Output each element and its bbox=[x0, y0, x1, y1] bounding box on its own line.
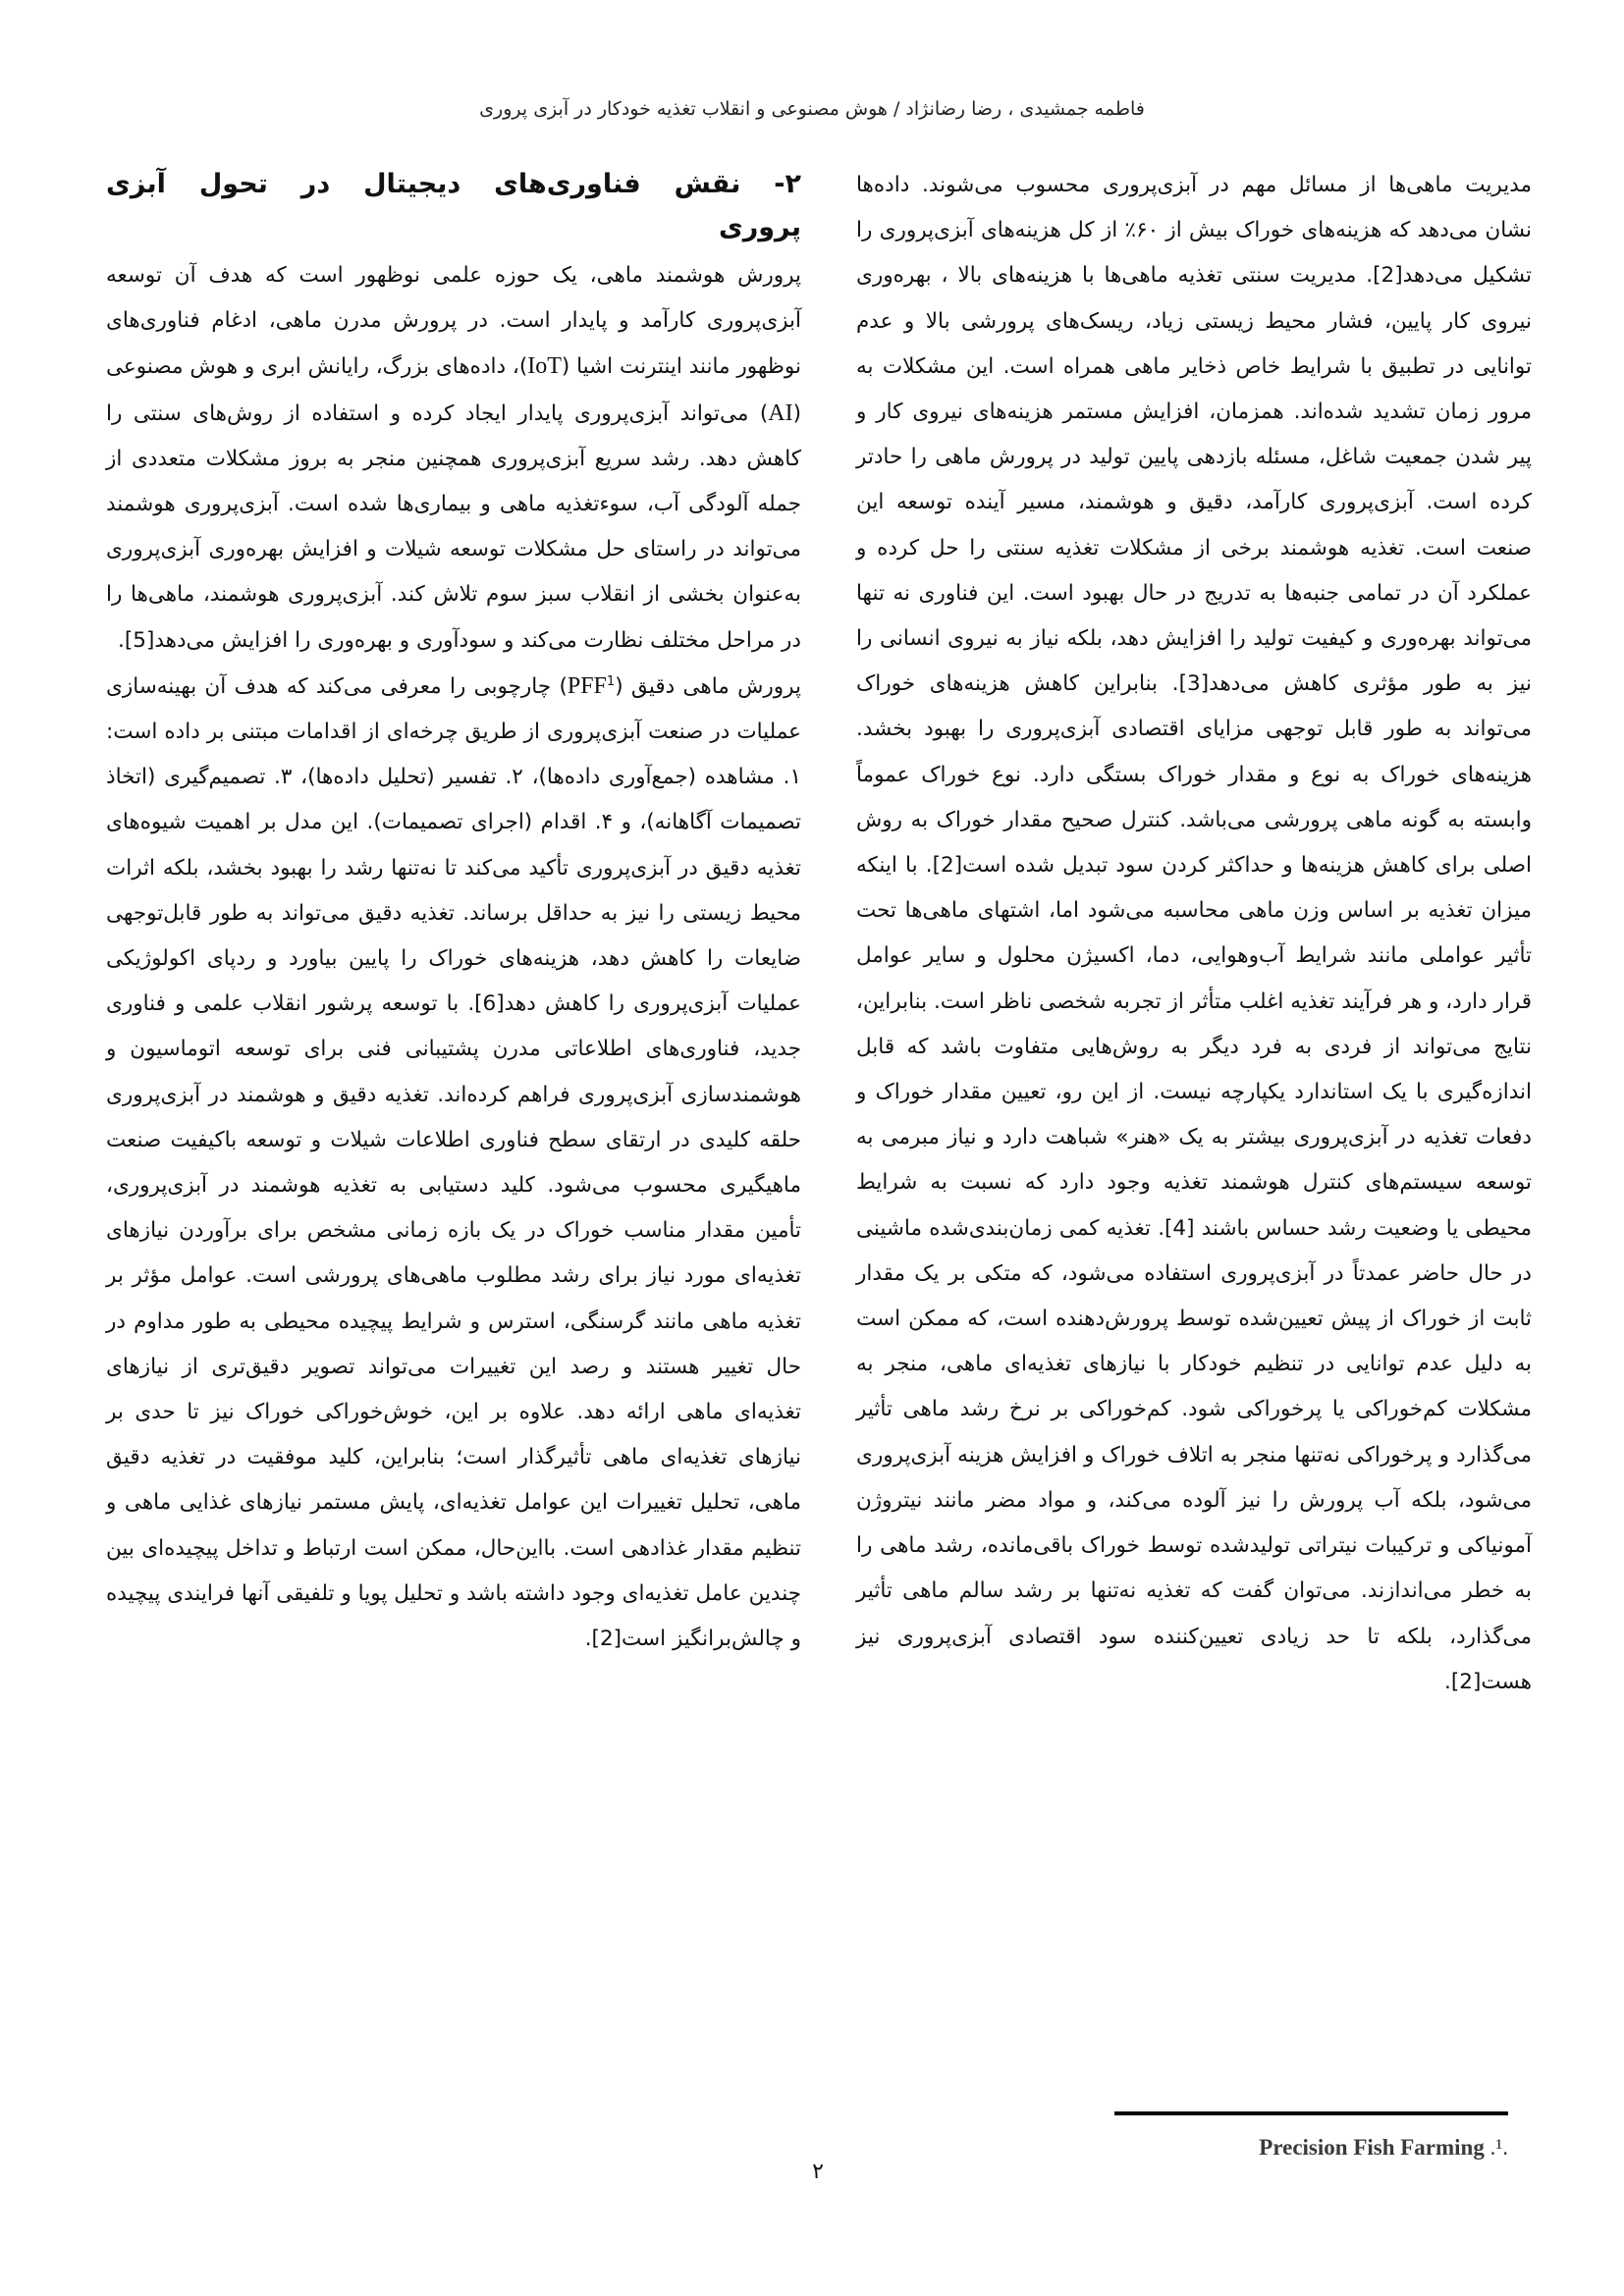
section-heading: ۲- نقش فناوری‌های دیجیتال در تحول آبزی پروری bbox=[106, 169, 801, 242]
paragraph-text: پرورش هوشمند ماهی، یک حوزه علمی نوظهور است که هدف آن توسعه آبزی‌پروری کارآمد و پایدار است. در پرورش مدرن ماهی، ادغام فناوری‌های نوظهور مانند اینترنت اشیا ( bbox=[106, 263, 801, 380]
footnote-text: Precision Fish Farming bbox=[1259, 2135, 1485, 2160]
paragraph-text: ) چارچوبی را معرفی می‌کند که هدف آن بهینه‌سازی عملیات در صنعت آبزی‌پروری از طریق چرخه‌ای از اقدامات مبتنی بر داده است: ۱. مشاهده (جمع‌آوری داده‌ها)، ۲. تفسیر (تحلیل داده‌ها)، ۳. تصمیم‌گیری (اتخاذ تصمیمات آگاهانه)، و ۴. اقدام (اجرای تصمیمات). این مدل بر اهمیت شیوه‌های تغذیه دقیق در آبزی‌پروری تأکید می‌کند تا نه‌تنها رشد را بهبود بخشد، بلکه اثرات محیط زیستی را نیز به حداقل برساند. تغذیه دقیق می‌تواند به طور قابل‌توجهی ضایعات را کاهش دهد، هزینه‌های خوراک را پایین بیاورد و ردپای اکولوژیکی عملیات آبزی‌پروری را کاهش دهد[6]. با توسعه پرشور انقلاب علمی و فناوری جدید، فناوری‌های اطلاعاتی مدرن پشتیبانی فنی برای توسعه اتوماسیون و هوشمندسازی آبزی‌پروری فراهم کرده‌اند. تغذیه دقیق و هوشمند در آبزی‌پروری حلقه کلیدی در ارتقای سطح فناوری اطلاعات شیلات و توسعه باکیفیت صنعت ماهیگیری محسوب می‌شود. کلید دستیابی به تغذیه هوشمند در آبزی‌پروری، تأمین مقدار مناسب خوراک در یک بازه زمانی مشخص برای برآوردن نیازهای تغذیه‌ای مورد نیاز برای رشد مطلوب ماهی‌های پرورشی است. عوامل مؤثر بر تغذیه ماهی مانند گرسنگی، استرس و شرایط پیچیده محیطی به طور مداوم در حال تغییر هستند و رصد این تغییرات می‌تواند تصویر دقیق‌تری از نیازهای تغذیه‌ای ماهی ارائه دهد. علاوه بر این، خوش‌خوراکی خوراک نیز تا حدی بر نیازهای تغذیه‌ای ماهی تأثیرگذار است؛ بنابراین، کلید موفقیت در تغذیه دقیق ماهی، تحلیل تغییرات این عوامل تغذیه‌ای، پایش مستمر نیازهای غذایی ماهی و تنظیم مقدار غذادهی است. بااین‌حال، ممکن است ارتباط و تداخل پیچیده‌ای بین چندین عامل تغذیه‌ای وجود داشته باشد و تحلیل پویا و تلفیقی آنها فرایندی پیچیده و چالش‌برانگیز است[2]. bbox=[106, 673, 801, 1652]
footnote-divider bbox=[1114, 2111, 1508, 2115]
footnote bbox=[1080, 2135, 1508, 2161]
page-number: ۲ bbox=[812, 2160, 824, 2184]
footnote-reference[interactable]: 1 bbox=[606, 673, 616, 689]
left-column bbox=[106, 163, 801, 1662]
right-column bbox=[856, 163, 1532, 1705]
acronym-ai: AI bbox=[768, 400, 793, 426]
footnote-mark: .¹. bbox=[1489, 2135, 1508, 2160]
acronym-iot: IoT bbox=[527, 353, 562, 380]
paragraph-text: پرورش ماهی دقیق ( bbox=[615, 673, 801, 699]
body-paragraph bbox=[106, 253, 801, 664]
running-head: فاطمه جمشیدی ، رضا رضانژاد / هوش مصنوعی و انقلاب تغذیه خودکار در آبزی پروری bbox=[479, 98, 1145, 120]
body-paragraph bbox=[106, 664, 801, 1662]
acronym-pff: PFF bbox=[567, 672, 607, 699]
body-paragraph: مدیریت ماهی‌ها از مسائل مهم در آبزی‌پروری محسوب می‌شوند. داده‌ها نشان می‌دهد که هزینه‌های خوراک بیش از ۶۰٪ از کل هزینه‌های آبزی‌پروری را تشکیل می‌دهد[2]. مدیریت سنتی تغذیه ماهی‌ها با هزینه‌های بالا ، بهره‌وری نیروی کار پایین، فشار محیط زیستی زیاد، ریسک‌های پرورشی بالا و عدم توانایی در تطبیق با شرایط خاص ذخایر ماهی همراه است. این مشکلات به مرور زمان تشدید شده‌اند. همزمان، افزایش مستمر هزینه‌های نیروی کار و پیر شدن جمعیت شاغل، مسئله بازدهی پایین تولید در پرورش ماهی را حادتر کرده است. آبزی‌پروری کارآمد، دقیق و هوشمند، مسیر آینده توسعه این صنعت است. تغذیه هوشمند برخی از مشکلات تغذیه سنتی را حل کرده و عملکرد آن در تمامی جنبه‌ها به تدریج در حال بهبود است. این فناوری نه تنها می‌تواند بهره‌وری و کیفیت تولید را افزایش دهد، بلکه نیاز به نیروی انسانی را نیز به طور مؤثری کاهش می‌دهد[3]. بنابراین کاهش هزینه‌های خوراک می‌تواند به طور قابل توجهی مزایای اقتصادی آبزی‌پروری را بهبود بخشد. هزینه‌های خوراک به نوع و مقدار خوراک بستگی دارد. نوع خوراک عموماً وابسته به گونه ماهی پرورشی می‌باشد. کنترل صحیح مقدار خوراک به روش اصلی برای کاهش هزینه‌ها و حداکثر کردن سود تبدیل شده است[2]. با اینکه میزان تغذیه بر اساس وزن ماهی محاسبه می‌شود اما، اشتهای ماهی‌ها تحت تأثیر عواملی مانند شرایط آب‌وهوایی، دما، اکسیژن محلول و سایر عوامل قرار دارد، و هر فرآیند تغذیه اغلب متأثر از تجربه شخصی ناظر است. بنابراین، نتایج می‌تواند از فردی به فرد دیگر به روش‌هایی متفاوت باشد که قابل اندازه‌گیری با یک استاندارد یکپارچه نیست. از این رو، تعیین مقدار خوراک و دفعات تغذیه در آبزی‌پروری بیشتر به یک «هنر» شباهت دارد و نیاز مبرمی به توسعه سیستم‌های کنترل هوشمند تغذیه وجود دارد که نسبت به شرایط محیطی یا وضعیت رشد حساس باشند [4]. تغذیه کمی زمان‌بندی‌شده ماشینی در حال حاضر عمدتاً در آبزی‌پروری استفاده می‌شود، که متکی بر یک مقدار ثابت از خوراک از پیش تعیین‌شده توسط پرورش‌دهنده است، که ممکن است به دلیل عدم توانایی در تنظیم خودکار با نیازهای تغذیه‌ای ماهی، منجر به مشکلات کم‌خوراکی یا پرخوراکی شود. کم‌خوراکی بر نرخ رشد ماهی تأثیر می‌گذارد و پرخوراکی نه‌تنها منجر به اتلاف خوراک و افزایش هزینه آبزی‌پروری می‌شود، بلکه آب پرورش را نیز آلوده می‌کند، و مواد مضر مانند نیتروژن آمونیاکی و ترکیبات نیتراتی تولیدشده توسط خوراک باقی‌مانده، رشد ماهی را به خطر می‌اندازند. می‌توان گفت که تغذیه نه‌تنها بر رشد سالم ماهی تأثیر می‌گذارد، بلکه تا حد زیادی تعیین‌کننده سود اقتصادی آبزی‌پروری نیز هست[2]. bbox=[856, 173, 1532, 1694]
paragraph-text: )، داده‌های بزرگ، رایانش ابری و هوش مصنوعی ( bbox=[106, 354, 801, 426]
paragraph-text: ) می‌تواند آبزی‌پروری پایدار ایجاد کرده و استفاده از روش‌های سنتی را کاهش دهد. رشد سریع آبزی‌پروری همچنین منجر به بروز مشکلات متعددی از جمله آلودگی آب، سوءتغذیه ماهی و بیماری‌ها شده است. آبزی‌پروری هوشمند می‌تواند در راستای حل مشکلات توسعه شیلات و افزایش بهره‌وری آبزی‌پروری به‌عنوان بخشی از انقلاب سبز سوم تلاش کند. آبزی‌پروری هوشمند، ماهی‌ها را در مراحل مختلف نظارت می‌کند و سودآوری و بهره‌وری را افزایش می‌دهد[5]. bbox=[106, 400, 801, 653]
